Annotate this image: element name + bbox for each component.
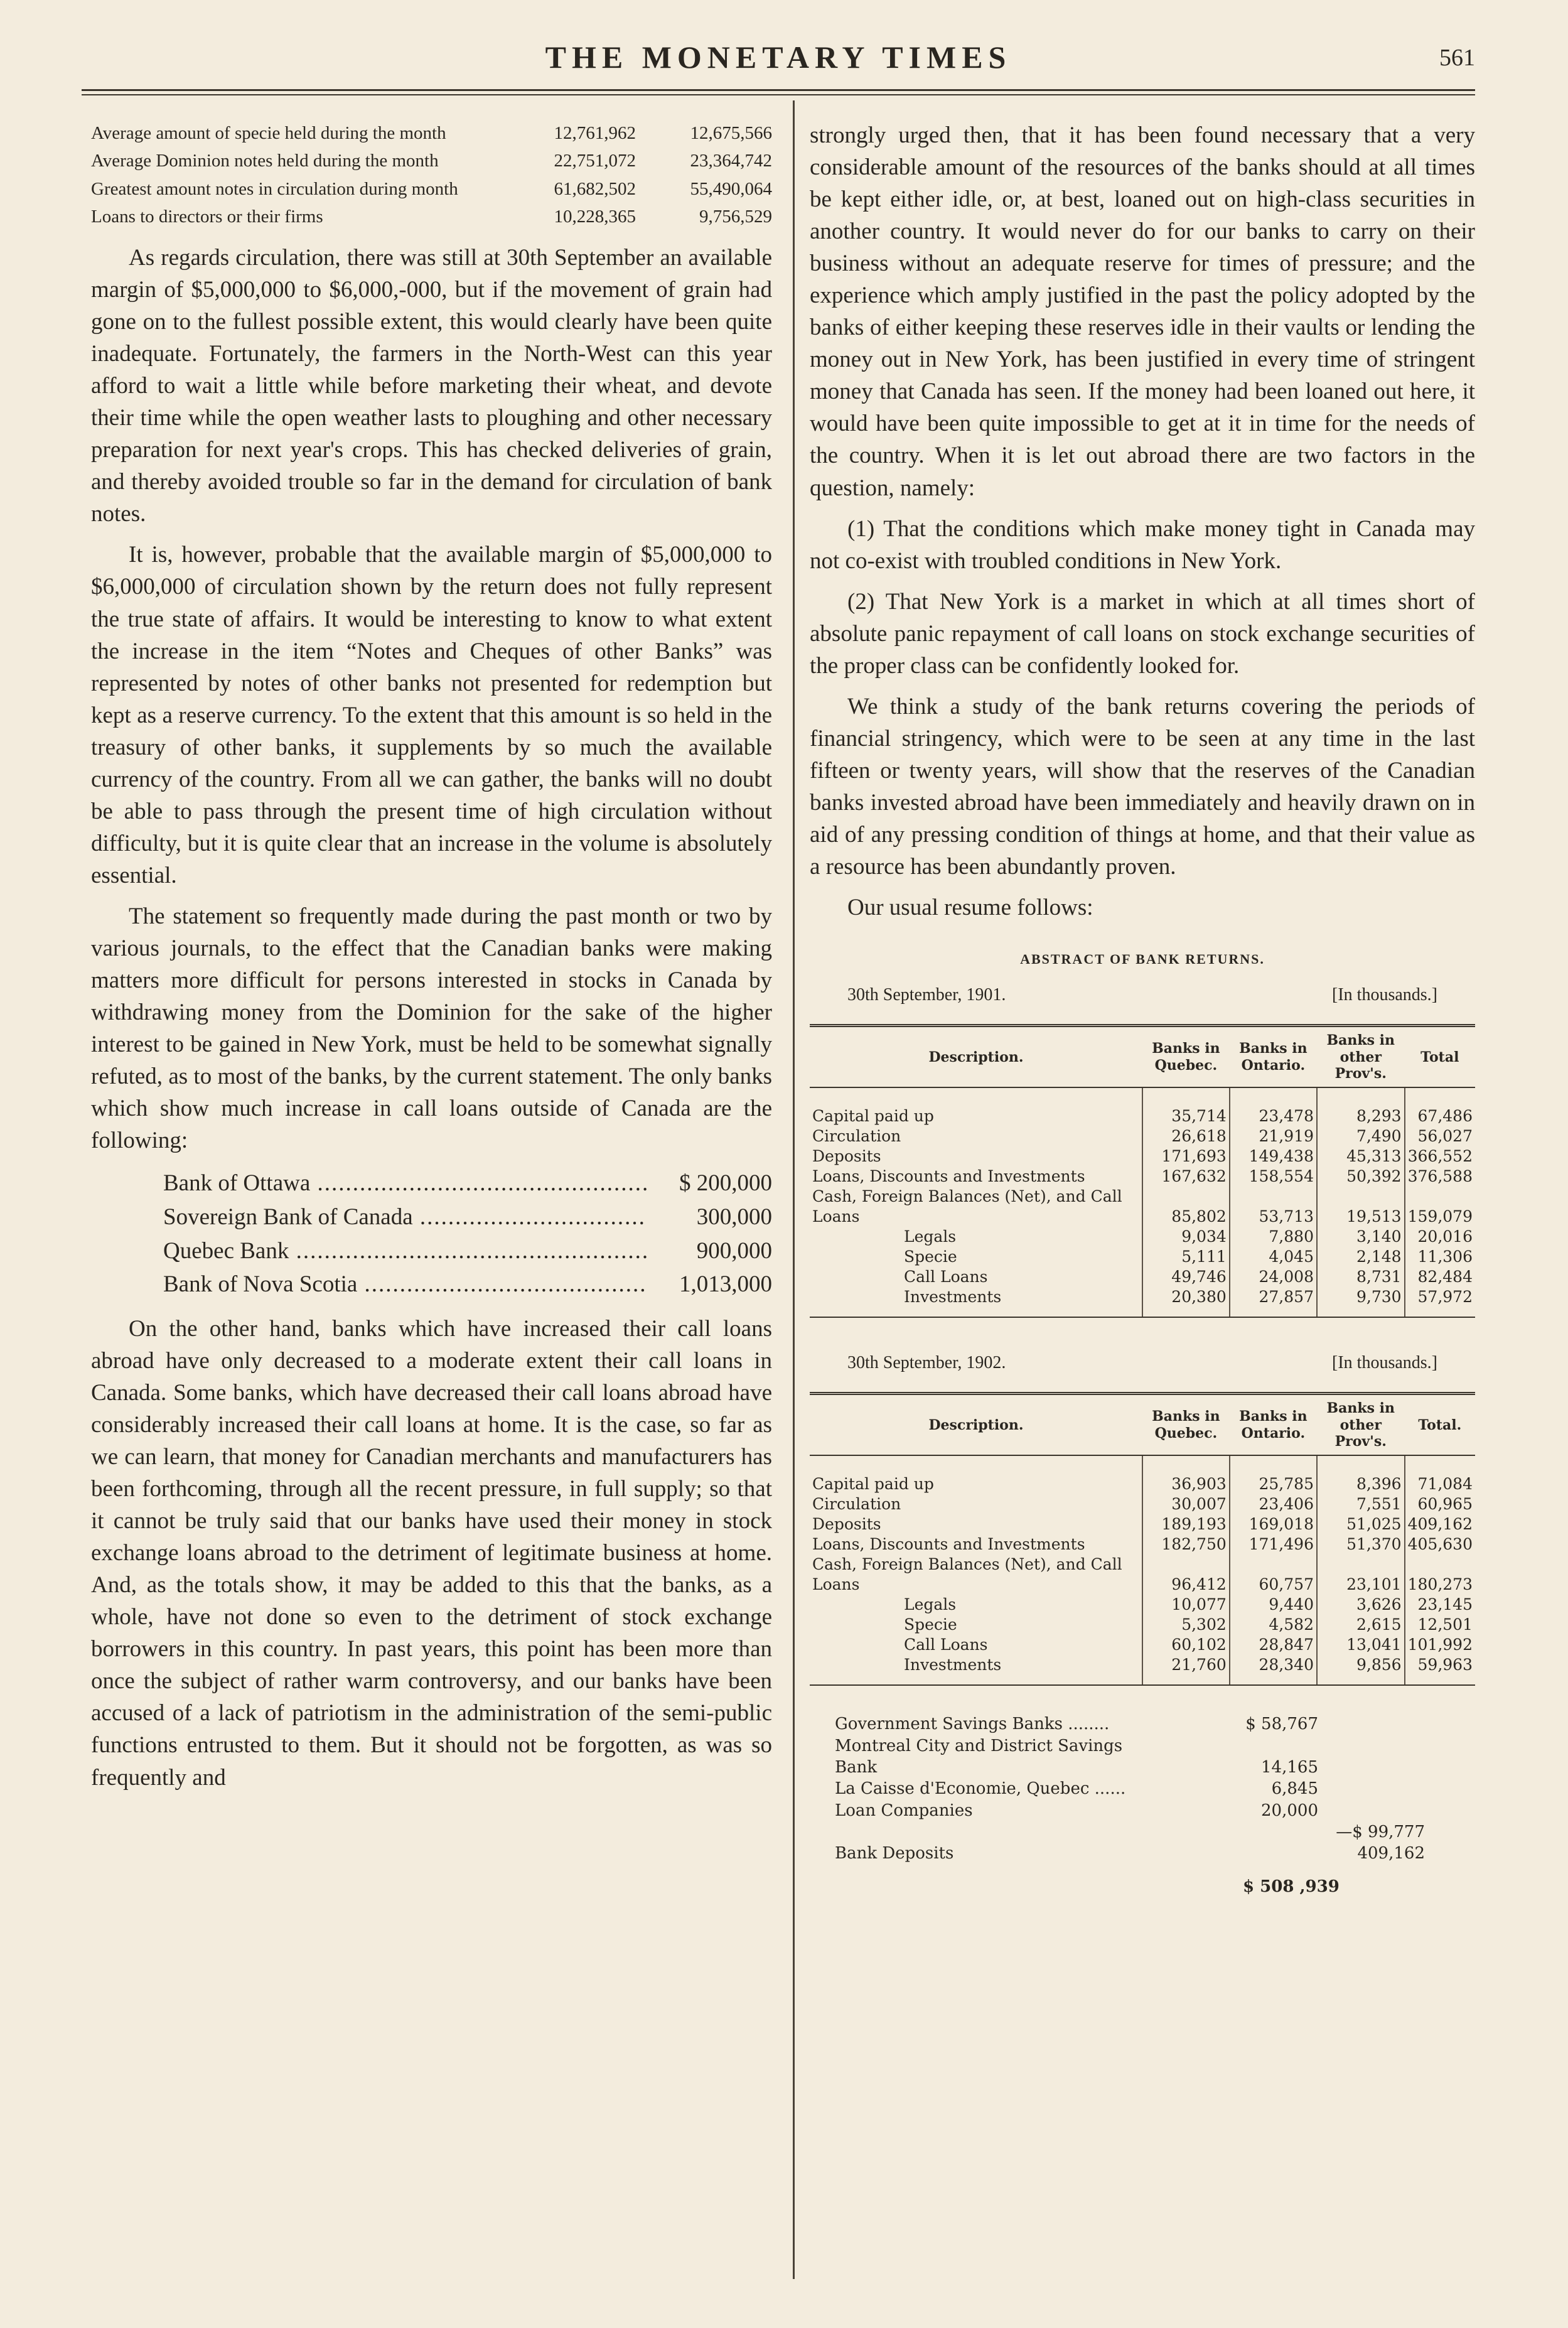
stats-label: Average amount of specie held during the month	[91, 123, 446, 143]
row-value: 101,992	[1405, 1635, 1475, 1655]
bank-returns-tables	[810, 985, 1475, 1686]
table-row	[810, 1267, 1475, 1287]
right-column	[810, 119, 1475, 1897]
row-value: 4,045	[1230, 1247, 1317, 1267]
row-value: 12,501	[1405, 1615, 1475, 1635]
row-value: 30,007	[1142, 1494, 1230, 1514]
savings-row	[835, 1713, 1450, 1735]
bank-amount: 300,000	[696, 1204, 772, 1230]
row-description: Legals	[904, 1595, 957, 1614]
row-value: 36,903	[1142, 1455, 1230, 1494]
row-value	[1317, 1555, 1405, 1575]
row-value: 26,618	[1142, 1126, 1230, 1146]
row-value	[1317, 1187, 1405, 1207]
publication-title: THE MONETARY TIMES	[545, 40, 1012, 75]
stats-value: 55,490,064	[690, 178, 772, 199]
row-value	[1405, 1555, 1475, 1575]
column-divider	[793, 100, 795, 2279]
table-row	[810, 1595, 1475, 1615]
savings-row	[835, 1800, 1450, 1821]
row-value: 8,731	[1317, 1267, 1405, 1287]
column-header: Banks in other Prov's.	[1317, 1026, 1405, 1088]
row-value: 20,380	[1142, 1287, 1230, 1317]
table-row	[810, 1635, 1475, 1655]
paragraph: Our usual resume follows:	[847, 895, 1093, 921]
table-date: 30th September, 1902.	[847, 1353, 1006, 1373]
row-description: Circulation	[812, 1127, 901, 1146]
column-header: Total	[1405, 1026, 1475, 1088]
row-value: 60,965	[1405, 1494, 1475, 1514]
row-value: 82,484	[1405, 1267, 1475, 1287]
row-value: 158,554	[1230, 1167, 1317, 1187]
row-value: 5,111	[1142, 1247, 1230, 1267]
header-rule	[82, 89, 1475, 91]
savings-subtotal	[1318, 1800, 1425, 1821]
returns-table-wrap	[810, 1024, 1475, 1318]
row-description: Investments	[904, 1288, 1002, 1307]
row-value: 9,856	[1317, 1655, 1405, 1684]
row-value: 25,785	[1230, 1455, 1317, 1494]
column-header: Banks in Quebec.	[1142, 1394, 1230, 1456]
row-value: 3,626	[1317, 1595, 1405, 1615]
stats-value: 23,364,742	[690, 151, 772, 171]
row-value: 5,302	[1142, 1615, 1230, 1635]
row-value: 2,615	[1317, 1615, 1405, 1635]
bank-list-item	[91, 1234, 772, 1268]
row-value: 169,018	[1230, 1514, 1317, 1534]
stats-value: 10,228,365	[554, 206, 636, 227]
savings-subtotal: 409,162	[1357, 1844, 1425, 1863]
abstract-heading: ABSTRACT OF BANK RETURNS.	[1020, 951, 1265, 967]
row-value: 171,693	[1142, 1146, 1230, 1167]
table-row	[810, 1087, 1475, 1126]
table-row	[810, 1494, 1475, 1514]
savings-row	[835, 1778, 1450, 1799]
bank-name: Bank of Ottawa .....	[163, 1167, 647, 1200]
row-description: Cash, Foreign Balances (Net), and Call	[812, 1555, 1122, 1574]
paragraph: (2) That New York is a market in which at all times short of absolute panic repayment of call loans on stock exchange securities of the proper class can be confidently looked for.	[810, 588, 1475, 679]
savings-row	[835, 1821, 1450, 1843]
row-value: 9,440	[1230, 1595, 1317, 1615]
savings-amount: 20,000	[1261, 1801, 1318, 1820]
row-description: Loans	[812, 1207, 860, 1226]
left-column	[91, 119, 772, 1803]
stats-row	[91, 175, 772, 203]
table-meta	[847, 1353, 1437, 1373]
savings-amount: $ 58,767	[1245, 1715, 1318, 1734]
table-row	[810, 1287, 1475, 1317]
row-description: Investments	[904, 1656, 1002, 1674]
row-value: 71,084	[1405, 1455, 1475, 1494]
bank-amount: $ 200,000	[679, 1170, 772, 1197]
column-header: Banks in Ontario.	[1230, 1026, 1317, 1088]
savings-subtotal: —$ 99,777	[1336, 1823, 1425, 1842]
savings-subtotal	[1318, 1757, 1425, 1778]
masthead	[82, 39, 1475, 89]
savings-subtotal	[1318, 1713, 1425, 1735]
row-value: 57,972	[1405, 1287, 1475, 1317]
savings-label: Bank	[835, 1758, 878, 1777]
row-value: 182,750	[1142, 1534, 1230, 1555]
table-row	[810, 1555, 1475, 1575]
row-value: 9,730	[1317, 1287, 1405, 1317]
page-number: 561	[1439, 45, 1475, 71]
stats-label: Loans to directors or their firms	[91, 206, 323, 227]
row-value: 45,313	[1317, 1146, 1405, 1167]
stats-row	[91, 147, 772, 175]
paragraph: strongly urged then, that it has been found necessary that a very considerable amount of the resources of the banks should at all times be kept either idle, or, at best, loaned out on high-class securities in another country. It would never do for our banks to carry on their business without an adequate reserve for times of pressure; and the experience which amply justified in the past the policy adopted by the banks of either keeping these reserves idle in their vaults or lending the money out in New York, has been justified in every time of stringent money that Canada has seen. If the money had been loaned out here, it would have been quite impossible to get at it in time for the needs of the country. When it is let out abroad there are two factors in the question, namely:	[810, 122, 1475, 501]
stats-row	[91, 203, 772, 230]
column-header: Total.	[1405, 1394, 1475, 1456]
row-value: 409,162	[1405, 1514, 1475, 1534]
table-row	[810, 1146, 1475, 1167]
bank-amount: 900,000	[696, 1237, 772, 1264]
row-description: Loans	[812, 1575, 860, 1594]
row-value: 23,101	[1317, 1575, 1405, 1595]
row-value: 10,077	[1142, 1595, 1230, 1615]
row-value: 2,148	[1317, 1247, 1405, 1267]
bank-list-item	[91, 1200, 772, 1234]
row-value: 59,963	[1405, 1655, 1475, 1684]
row-value: 56,027	[1405, 1126, 1475, 1146]
bank-name: Bank of Nova Scotia .....	[163, 1268, 647, 1301]
row-value: 67,486	[1405, 1087, 1475, 1126]
row-value: 28,847	[1230, 1635, 1317, 1655]
row-value: 180,273	[1405, 1575, 1475, 1595]
table-unit: [In thousands.]	[1332, 985, 1437, 1005]
table-meta	[847, 985, 1437, 1005]
stats-value: 9,756,529	[699, 206, 772, 227]
row-value: 20,016	[1405, 1227, 1475, 1247]
row-description: Legals	[904, 1227, 957, 1246]
row-description: Loans, Discounts and Investments	[812, 1167, 1085, 1186]
savings-summary	[835, 1713, 1450, 1897]
table-row	[810, 1534, 1475, 1555]
savings-amount	[1224, 1821, 1318, 1843]
table-row	[810, 1655, 1475, 1684]
row-value: 23,406	[1230, 1494, 1317, 1514]
row-description: Capital paid up	[812, 1475, 934, 1494]
row-value: 51,370	[1317, 1534, 1405, 1555]
row-value: 49,746	[1142, 1267, 1230, 1287]
savings-amount: 6,845	[1271, 1779, 1318, 1799]
row-value: 8,396	[1317, 1455, 1405, 1494]
paragraph: We think a study of the bank returns covering the periods of financial stringency, which were to be seen at any time in the last fifteen or twenty years, will show that the reserves of the Canadian banks invested abroad have been immediately and heavily drawn on in aid of any pressing condition of things at home, and that their value as a resource has been abundantly proven.	[810, 693, 1475, 880]
row-value: 50,392	[1317, 1167, 1405, 1187]
stats-value: 22,751,072	[554, 151, 636, 171]
savings-label	[835, 1821, 1224, 1843]
savings-subtotal	[1318, 1778, 1425, 1799]
paragraph: (1) That the conditions which make money tight in Canada may not co-exist with troubled conditions in New York.	[810, 515, 1475, 574]
paragraph: As regards circulation, there was still at 30th September an available margin of $5,000,000 to $6,000,-000, but if the movement of grain had gone on to the fullest possible extent, this would clearly have been quite inadequate. Fortunately, the farmers in the North-West can this year afford to wait a little while before marketing their wheat, and devote their time while the open weather lasts to ploughing and other necessary preparation for next year's crops. This has checked deliveries of grain, and thereby avoided trouble so far in the demand for circulation of bank notes.	[91, 245, 772, 527]
row-value: 23,145	[1405, 1595, 1475, 1615]
table-row	[810, 1455, 1475, 1494]
row-value: 8,293	[1317, 1087, 1405, 1126]
row-value: 23,478	[1230, 1087, 1317, 1126]
column-header: Description.	[810, 1026, 1142, 1088]
row-value: 53,713	[1230, 1207, 1317, 1227]
savings-label: Montreal City and District Savings	[835, 1736, 1123, 1755]
paragraph: It is, however, probable that the available margin of $5,000,000 to $6,000,000 of circulation shown by the return does not fully represent the true state of affairs. It would be interesting to know to what extent the increase in the item “Notes and Cheques of other Banks” was represented by notes of other banks not presented for redemption but kept as a reserve currency. To the extent that this amount is so held in the treasury of other banks, it supplements by so much the available currency of the country. From all we can gather, the banks will no doubt be able to pass through the present time of high circulation without difficulty, but it is quite clear that an increase in the volume is absolutely essential.	[91, 542, 772, 888]
savings-label: Bank Deposits	[835, 1844, 954, 1863]
row-value: 149,438	[1230, 1146, 1317, 1167]
row-value: 19,513	[1317, 1207, 1405, 1227]
bank-name: Quebec Bank .....	[163, 1234, 647, 1268]
row-description: Call Loans	[904, 1268, 988, 1286]
header-rule-thin	[82, 94, 1475, 95]
bank-name: Sovereign Bank of Canada .....	[163, 1200, 647, 1234]
row-value: 189,193	[1142, 1514, 1230, 1534]
row-description: Deposits	[812, 1147, 881, 1166]
column-header: Banks in other Prov's.	[1317, 1394, 1405, 1456]
row-value: 3,140	[1317, 1227, 1405, 1247]
paragraph: On the other hand, banks which have increased their call loans abroad have only decreased to a moderate extent their call loans in Canada. Some banks, which have decreased their call loans abroad have considerably increased their call loans at home. It is the case, so far as we can learn, that money for Canadian merchants and manufacturers has been forthcoming, through all the recent pressure, in full supply; so that it cannot be truly said that our banks have used their money in stock exchange loans abroad to the detriment of legitimate business at home. And, as the totals show, it may be added to this that the banks, as a whole, have not done so even to the detriment of stock exchange borrowers in this country. In past years, this point has been more than once the subject of rather warm controversy, and our banks have been accused of a lack of patriotism in the administration of the semi-public functions entrusted to them. But it should not be forgotten, as was so frequently and	[91, 1315, 772, 1791]
row-value: 35,714	[1142, 1087, 1230, 1126]
stats-row	[91, 119, 772, 147]
column-header: Description.	[810, 1394, 1142, 1456]
row-value: 366,552	[1405, 1146, 1475, 1167]
savings-subtotal	[1318, 1735, 1425, 1757]
table-row	[810, 1187, 1475, 1207]
bank-list-item	[91, 1167, 772, 1200]
table-row	[810, 1167, 1475, 1187]
row-description: Deposits	[812, 1515, 881, 1534]
table-row	[810, 1126, 1475, 1146]
bank-call-loan-list	[91, 1167, 772, 1301]
savings-label: Loan Companies	[835, 1801, 973, 1820]
paragraph: The statement so frequently made during the past month or two by various journals, to the effect that the Canadian banks were making matters more difficult for persons interested in stocks in Canada by withdrawing money from the Dominion for the sake of the higher interest to be gained in New York, must be held to be somewhat signally refuted, as to most of the banks, by the current statement. The only banks which show much increase in call loans outside of Canada are the following:	[91, 903, 772, 1154]
row-description: Specie	[904, 1248, 957, 1266]
column-header: Banks in Ontario.	[1230, 1394, 1317, 1456]
bank-returns-table	[810, 1392, 1475, 1684]
row-value: 96,412	[1142, 1575, 1230, 1595]
savings-label: La Caisse d'Economie, Quebec ......	[835, 1779, 1126, 1799]
row-value: 405,630	[1405, 1534, 1475, 1555]
row-value: 28,340	[1230, 1655, 1317, 1684]
row-value: 9,034	[1142, 1227, 1230, 1247]
row-value: 167,632	[1142, 1167, 1230, 1187]
row-value	[1142, 1187, 1230, 1207]
row-value	[1230, 1555, 1317, 1575]
table-date: 30th September, 1901.	[847, 985, 1006, 1005]
row-value: 51,025	[1317, 1514, 1405, 1534]
header-row	[810, 1394, 1475, 1456]
row-value	[1142, 1555, 1230, 1575]
savings-amount	[1224, 1735, 1318, 1757]
savings-row	[835, 1843, 1450, 1864]
row-description: Call Loans	[904, 1636, 988, 1654]
column-header: Banks in Quebec.	[1142, 1026, 1230, 1088]
table-row	[810, 1227, 1475, 1247]
savings-label: Government Savings Banks ........	[835, 1715, 1110, 1734]
row-value: 60,757	[1230, 1575, 1317, 1595]
row-description: Specie	[904, 1615, 957, 1634]
savings-amount	[1224, 1843, 1318, 1864]
row-value: 13,041	[1317, 1635, 1405, 1655]
bank-list-item	[91, 1268, 772, 1301]
stats-label: Greatest amount notes in circulation during month	[91, 178, 458, 199]
bank-returns-table	[810, 1024, 1475, 1317]
row-value	[1405, 1187, 1475, 1207]
savings-row	[835, 1757, 1450, 1778]
returns-table-wrap	[810, 1392, 1475, 1686]
table-row	[810, 1207, 1475, 1227]
table-row	[810, 1247, 1475, 1267]
stats-value: 12,675,566	[690, 123, 772, 143]
row-description: Loans, Discounts and Investments	[812, 1535, 1085, 1554]
stats-label: Average Dominion notes held during the month	[91, 151, 439, 171]
row-value: 4,582	[1230, 1615, 1317, 1635]
row-value: 11,306	[1405, 1247, 1475, 1267]
row-description: Capital paid up	[812, 1107, 934, 1126]
row-value: 171,496	[1230, 1534, 1317, 1555]
table-row	[810, 1575, 1475, 1595]
row-description: Circulation	[812, 1495, 901, 1514]
table-spacer	[810, 1318, 1475, 1353]
row-description: Cash, Foreign Balances (Net), and Call	[812, 1187, 1122, 1206]
row-value: 376,588	[1405, 1167, 1475, 1187]
row-value: 7,551	[1317, 1494, 1405, 1514]
row-value: 7,490	[1317, 1126, 1405, 1146]
table-row	[810, 1615, 1475, 1635]
bank-amount: 1,013,000	[679, 1271, 772, 1298]
row-value: 60,102	[1142, 1635, 1230, 1655]
row-value	[1230, 1187, 1317, 1207]
row-value: 21,760	[1142, 1655, 1230, 1684]
row-value: 159,079	[1405, 1207, 1475, 1227]
savings-amount: 14,165	[1261, 1758, 1318, 1777]
savings-total: $ 508 ,939	[1243, 1877, 1340, 1896]
row-value: 24,008	[1230, 1267, 1317, 1287]
row-value: 85,802	[1142, 1207, 1230, 1227]
circulation-stats-table	[91, 119, 772, 230]
row-value: 21,919	[1230, 1126, 1317, 1146]
row-value: 7,880	[1230, 1227, 1317, 1247]
table-row	[810, 1514, 1475, 1534]
row-value: 27,857	[1230, 1287, 1317, 1317]
stats-value: 61,682,502	[554, 178, 636, 199]
savings-row	[835, 1735, 1450, 1757]
stats-value: 12,761,962	[554, 123, 636, 143]
header-row	[810, 1026, 1475, 1088]
table-unit: [In thousands.]	[1332, 1353, 1437, 1373]
